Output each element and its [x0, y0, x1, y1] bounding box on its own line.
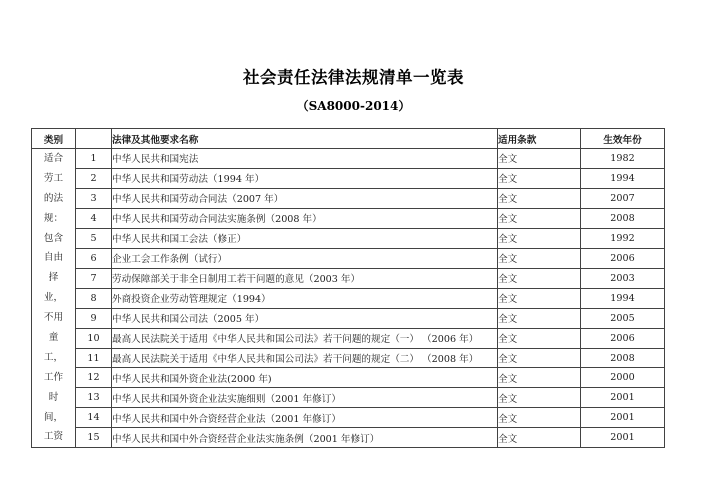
- applicable-clause: 全文: [498, 328, 581, 348]
- effective-year: 2006: [581, 248, 665, 268]
- table-row: [32, 268, 665, 288]
- row-index: 9: [76, 308, 112, 328]
- applicable-clause: 全文: [498, 288, 581, 308]
- law-name: 中华人民共和国劳动法（1994 年）: [112, 168, 498, 188]
- law-table: [31, 128, 665, 448]
- applicable-clause: 全文: [498, 408, 581, 428]
- category-cell: [32, 149, 76, 448]
- category-line: 包含: [43, 232, 64, 244]
- effective-year: 2008: [581, 348, 665, 368]
- effective-year: 2008: [581, 208, 665, 228]
- law-name: 企业工会工作条例（试行）: [112, 248, 498, 268]
- header-applicable-clause: 适用条款: [498, 129, 581, 149]
- category-line: 间，: [43, 411, 64, 423]
- effective-year: 1994: [581, 168, 665, 188]
- applicable-clause: 全文: [498, 188, 581, 208]
- category-line: 择: [48, 272, 59, 284]
- effective-year: 2007: [581, 188, 665, 208]
- category-line: 劳工: [43, 172, 64, 184]
- category-line: 时: [48, 391, 59, 403]
- effective-year: 1992: [581, 228, 665, 248]
- law-name: 中华人民共和国中外合资经营企业法实施条例（2001 年修订）: [112, 428, 498, 448]
- effective-year: 2003: [581, 268, 665, 288]
- row-index: 8: [76, 288, 112, 308]
- law-name: 中华人民共和国公司法（2005 年）: [112, 308, 498, 328]
- law-name: 中华人民共和国外资企业法(2000 年): [112, 368, 498, 388]
- law-name: 中华人民共和国宪法: [112, 149, 498, 169]
- category-line: 工作: [43, 371, 64, 383]
- law-name: 中华人民共和国工会法（修正）: [112, 228, 498, 248]
- applicable-clause: 全文: [498, 308, 581, 328]
- law-name: 劳动保障部关于非全日制用工若干问题的意见（2003 年）: [112, 268, 498, 288]
- law-name: 中华人民共和国劳动合同法实施条例（2008 年）: [112, 208, 498, 228]
- table-row: [32, 308, 665, 328]
- header-law-name: 法律及其他要求名称: [112, 129, 498, 149]
- table-row: [32, 428, 665, 448]
- effective-year: 1994: [581, 288, 665, 308]
- table-row: [32, 328, 665, 348]
- law-name: 最高人民法院关于适用《中华人民共和国公司法》若干问题的规定（二） （2008 年）: [112, 348, 498, 368]
- table-row: [32, 188, 665, 208]
- effective-year: 2006: [581, 328, 665, 348]
- table-row: [32, 348, 665, 368]
- effective-year: 2000: [581, 368, 665, 388]
- document-subtitle: （SA8000-2014）: [296, 99, 411, 113]
- category-line: 工，: [43, 351, 64, 363]
- table-row: [32, 168, 665, 188]
- table-row: [32, 228, 665, 248]
- row-index: 4: [76, 208, 112, 228]
- applicable-clause: 全文: [498, 228, 581, 248]
- row-index: 6: [76, 248, 112, 268]
- table-row: [32, 248, 665, 268]
- table-header-row: [32, 129, 665, 149]
- category-line: 自由: [43, 252, 64, 264]
- category-line: 规：: [43, 212, 64, 224]
- row-index: 11: [76, 348, 112, 368]
- table-row: [32, 388, 665, 408]
- category-line: 适合: [43, 153, 64, 164]
- table-row: [32, 208, 665, 228]
- law-name: 中华人民共和国中外合资经营企业法（2001 年修订）: [112, 408, 498, 428]
- applicable-clause: 全文: [498, 268, 581, 288]
- law-name: 外商投资企业劳动管理规定（1994）: [112, 288, 498, 308]
- effective-year: 1982: [581, 149, 665, 169]
- effective-year: 2001: [581, 428, 665, 448]
- applicable-clause: 全文: [498, 348, 581, 368]
- effective-year: 2001: [581, 388, 665, 408]
- category-line: 的法: [43, 192, 64, 204]
- law-name: 中华人民共和国外资企业法实施细则（2001 年修订）: [112, 388, 498, 408]
- law-name: 最高人民法院关于适用《中华人民共和国公司法》若干问题的规定（一） （2006 年）: [112, 328, 498, 348]
- row-index: 14: [76, 408, 112, 428]
- applicable-clause: 全文: [498, 208, 581, 228]
- header-category: 类别: [32, 129, 76, 149]
- applicable-clause: 全文: [498, 149, 581, 169]
- effective-year: 2005: [581, 308, 665, 328]
- row-index: 12: [76, 368, 112, 388]
- category-line: 童: [48, 332, 59, 344]
- effective-year: 2001: [581, 408, 665, 428]
- row-index: 10: [76, 328, 112, 348]
- table-row: [32, 288, 665, 308]
- row-index: 7: [76, 268, 112, 288]
- row-index: 1: [76, 149, 112, 169]
- row-index: 15: [76, 428, 112, 448]
- applicable-clause: 全文: [498, 428, 581, 448]
- row-index: 13: [76, 388, 112, 408]
- category-line: 业，: [43, 292, 64, 304]
- category-line: 工资: [43, 431, 64, 443]
- law-name: 中华人民共和国劳动合同法（2007 年）: [112, 188, 498, 208]
- row-index: 3: [76, 188, 112, 208]
- category-line: 不用: [43, 312, 64, 324]
- applicable-clause: 全文: [498, 388, 581, 408]
- header-index: [76, 129, 112, 149]
- applicable-clause: 全文: [498, 168, 581, 188]
- row-index: 5: [76, 228, 112, 248]
- table-row: [32, 149, 665, 169]
- table-row: [32, 408, 665, 428]
- document-title: 社会责任法律法规清单一览表: [243, 68, 464, 87]
- applicable-clause: 全文: [498, 368, 581, 388]
- header-effective-year: 生效年份: [581, 129, 665, 149]
- row-index: 2: [76, 168, 112, 188]
- applicable-clause: 全文: [498, 248, 581, 268]
- table-row: [32, 368, 665, 388]
